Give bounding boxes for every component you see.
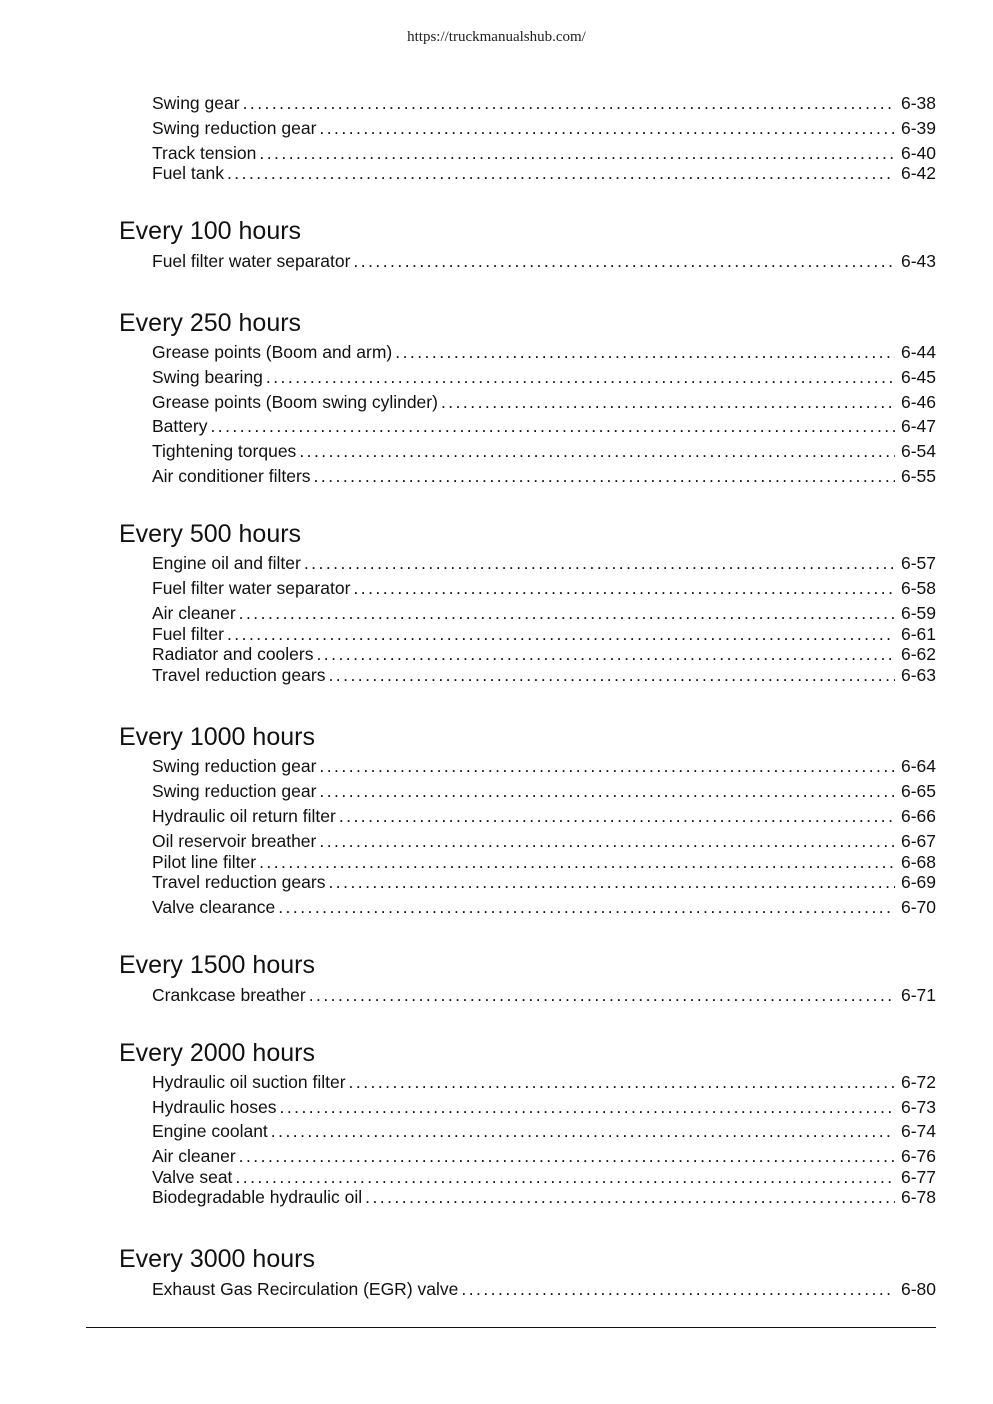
toc-entry-label: Grease points (Boom and arm)	[152, 342, 393, 362]
toc-entry-label: Hydraulic oil return filter	[152, 806, 336, 826]
toc-entry-page-number: 6-46	[900, 392, 936, 412]
dot-leader	[259, 851, 895, 873]
toc-entry-label: Crankcase breather	[152, 985, 306, 1005]
dot-leader	[353, 250, 895, 272]
toc-entry-page-number: 6-80	[900, 1279, 936, 1299]
dot-leader	[328, 871, 895, 893]
section-title: Every 3000 hours	[119, 1245, 315, 1273]
toc-entry-page-number: 6-61	[900, 624, 936, 644]
toc-entry-page-number: 6-67	[900, 831, 936, 851]
dot-leader	[353, 577, 895, 599]
dot-leader	[328, 664, 895, 686]
dot-leader	[304, 552, 895, 574]
dot-leader	[349, 1071, 895, 1093]
toc-entry[interactable]	[152, 871, 936, 893]
toc-entry-page-number: 6-71	[900, 985, 936, 1005]
toc-entry-label: Swing bearing	[152, 367, 263, 387]
section-title: Every 500 hours	[119, 520, 302, 548]
toc-entry-label: Tightening torques	[152, 441, 297, 461]
toc-entry-page-number: 6-42	[900, 163, 936, 183]
toc-entry[interactable]	[152, 602, 936, 624]
dot-leader	[319, 830, 895, 852]
toc-entry-page-number: 6-63	[900, 665, 936, 685]
toc-entry[interactable]	[152, 577, 936, 599]
toc-entry-label: Fuel tank	[152, 163, 224, 183]
toc-entry[interactable]	[152, 984, 936, 1006]
dot-leader	[210, 415, 895, 437]
toc-entry-page-number: 6-57	[900, 553, 936, 573]
toc-entry-page-number: 6-59	[900, 603, 936, 623]
dot-leader	[239, 1145, 895, 1167]
toc-entry[interactable]	[152, 117, 936, 139]
toc-entry-label: Swing reduction gear	[152, 756, 317, 776]
toc-entry-label: Valve clearance	[152, 897, 276, 917]
dot-leader	[395, 341, 895, 363]
toc-entry-label: Swing reduction gear	[152, 118, 317, 138]
toc-entry-page-number: 6-78	[900, 1187, 936, 1207]
toc-entry[interactable]	[152, 1186, 936, 1208]
toc-entry[interactable]	[152, 643, 936, 665]
toc-entry-page-number: 6-45	[900, 367, 936, 387]
toc-entry-page-number: 6-73	[900, 1097, 936, 1117]
toc-entry[interactable]	[152, 896, 936, 918]
toc-entry[interactable]	[152, 1096, 936, 1118]
dot-leader	[271, 1120, 895, 1142]
toc-entry[interactable]	[152, 1166, 936, 1188]
toc-entry-label: Pilot line filter	[152, 852, 257, 872]
toc-entry-label: Hydraulic hoses	[152, 1097, 277, 1117]
dot-leader	[461, 1278, 895, 1300]
toc-entry-label: Air cleaner	[152, 603, 236, 623]
dot-leader	[235, 1166, 895, 1188]
dot-leader	[441, 391, 895, 413]
section-title: Every 2000 hours	[119, 1039, 315, 1067]
dot-leader	[365, 1186, 895, 1208]
dot-leader	[316, 643, 894, 665]
section-title: Every 100 hours	[119, 217, 302, 245]
toc-entry-label: Grease points (Boom swing cylinder)	[152, 392, 438, 412]
dot-leader	[227, 162, 895, 184]
toc-entry[interactable]	[152, 1278, 936, 1300]
toc-entry-page-number: 6-77	[900, 1167, 936, 1187]
toc-entry-label: Track tension	[152, 143, 257, 163]
dot-leader	[239, 602, 895, 624]
toc-entry-page-number: 6-58	[900, 578, 936, 598]
toc-entry-label: Fuel filter water separator	[152, 251, 351, 271]
toc-entry[interactable]	[152, 1071, 936, 1093]
toc-entry[interactable]	[152, 805, 936, 827]
toc-entry-page-number: 6-69	[900, 872, 936, 892]
toc-entry-label: Battery	[152, 416, 208, 436]
toc-entry-page-number: 6-65	[900, 781, 936, 801]
toc-entry-page-number: 6-44	[900, 342, 936, 362]
toc-entry-page-number: 6-76	[900, 1146, 936, 1166]
toc-entry[interactable]	[152, 415, 936, 437]
toc-entry[interactable]	[152, 465, 936, 487]
toc-entry-label: Air cleaner	[152, 1146, 236, 1166]
dot-leader	[309, 984, 895, 1006]
toc-entry-label: Radiator and coolers	[152, 644, 314, 664]
toc-entry[interactable]	[152, 830, 936, 852]
dot-leader	[319, 755, 895, 777]
toc-entry-page-number: 6-74	[900, 1121, 936, 1141]
toc-entry-page-number: 6-64	[900, 756, 936, 776]
toc-entry[interactable]	[152, 552, 936, 574]
toc-entry-page-number: 6-47	[900, 416, 936, 436]
toc-entry-label: Biodegradable hydraulic oil	[152, 1187, 363, 1207]
toc-entry-page-number: 6-68	[900, 852, 936, 872]
dot-leader	[227, 623, 895, 645]
section-title: Every 250 hours	[119, 309, 302, 337]
toc-entry-page-number: 6-55	[900, 466, 936, 486]
toc-entry[interactable]	[152, 162, 936, 184]
toc-entry[interactable]	[152, 664, 936, 686]
toc-entry-page-number: 6-66	[900, 806, 936, 826]
toc-entry-page-number: 6-72	[900, 1072, 936, 1092]
toc-entry[interactable]	[152, 341, 936, 363]
toc-entry-page-number: 6-43	[900, 251, 936, 271]
toc-entry[interactable]	[152, 142, 936, 164]
toc-entry-page-number: 6-40	[900, 143, 936, 163]
dot-leader	[299, 440, 895, 462]
toc-entry-page-number: 6-62	[900, 644, 936, 664]
dot-leader	[339, 805, 895, 827]
toc-entry[interactable]	[152, 440, 936, 462]
header-url: https://truckmanualshub.com/	[407, 29, 586, 45]
toc-entry-label: Fuel filter water separator	[152, 578, 351, 598]
toc-entry-label: Swing gear	[152, 93, 240, 113]
toc-entry[interactable]	[152, 1120, 936, 1142]
toc-entry[interactable]	[152, 92, 936, 114]
toc-entry-page-number: 6-54	[900, 441, 936, 461]
dot-leader	[278, 896, 895, 918]
toc-entry-label: Exhaust Gas Recirculation (EGR) valve	[152, 1279, 459, 1299]
section-title: Every 1000 hours	[119, 723, 315, 751]
toc-entry-page-number: 6-70	[900, 897, 936, 917]
section-title: Every 1500 hours	[119, 951, 315, 979]
toc-entry[interactable]	[152, 851, 936, 873]
toc-entry[interactable]	[152, 1145, 936, 1167]
toc-entry-label: Engine oil and filter	[152, 553, 301, 573]
toc-entry[interactable]	[152, 391, 936, 413]
dot-leader	[243, 92, 895, 114]
dot-leader	[280, 1096, 895, 1118]
toc-entry-page-number: 6-38	[900, 93, 936, 113]
toc-entry-label: Swing reduction gear	[152, 781, 317, 801]
dot-leader	[314, 465, 895, 487]
dot-leader	[319, 117, 895, 139]
dot-leader	[266, 366, 895, 388]
dot-leader	[319, 780, 895, 802]
toc-entry[interactable]	[152, 755, 936, 777]
dot-leader	[259, 142, 895, 164]
toc-entry-label: Fuel filter	[152, 624, 224, 644]
footer-rule	[86, 1327, 936, 1328]
toc-entry[interactable]	[152, 623, 936, 645]
toc-entry-label: Travel reduction gears	[152, 872, 326, 892]
toc-entry-label: Hydraulic oil suction filter	[152, 1072, 346, 1092]
toc-entry[interactable]	[152, 366, 936, 388]
toc-entry-label: Engine coolant	[152, 1121, 268, 1141]
toc-entry-label: Oil reservoir breather	[152, 831, 317, 851]
toc-entry-label: Travel reduction gears	[152, 665, 326, 685]
toc-entry[interactable]	[152, 250, 936, 272]
toc-entry-page-number: 6-39	[900, 118, 936, 138]
toc-entry-label: Valve seat	[152, 1167, 233, 1187]
toc-entry-label: Air conditioner filters	[152, 466, 311, 486]
toc-entry[interactable]	[152, 780, 936, 802]
